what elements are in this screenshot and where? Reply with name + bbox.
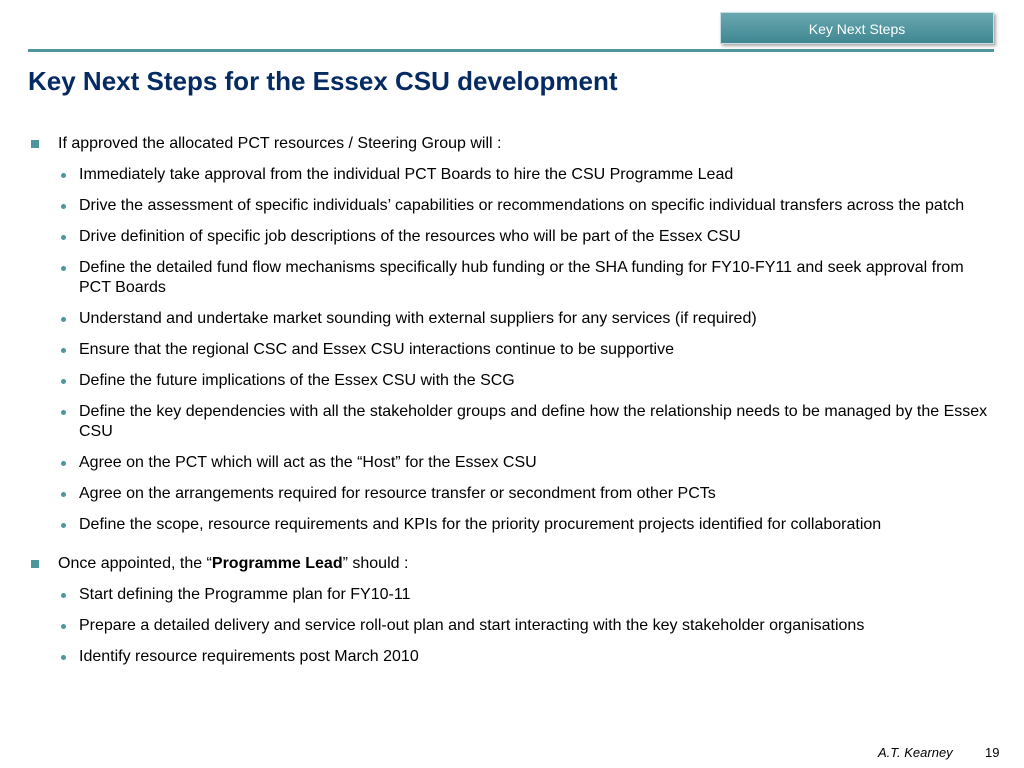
list-item [28, 309, 994, 329]
list-item-text: Define the future implications of the Essex CSU with the SCG [79, 372, 515, 389]
page-number: 19 [985, 745, 1000, 760]
list-item-text: Agree on the arrangements required for resource transfer or secondment from other PCTs [79, 485, 716, 502]
list-item-text: Define the scope, resource requirements and KPIs for the priority procurement projects identified for collaboration [79, 516, 882, 533]
list-item [28, 196, 994, 216]
list-item-text: Start defining the Programme plan for FY10-11 [79, 586, 411, 603]
list-item [28, 616, 994, 636]
dot-bullet-icon [61, 266, 66, 271]
list-item-text: Prepare a detailed delivery and service roll-out plan and start interacting with the key stakeholder organisations [79, 617, 865, 634]
dot-bullet-icon [61, 235, 66, 240]
section-heading-post: ” should : [342, 555, 409, 572]
section-heading-pre: Once appointed, the “ [58, 555, 212, 572]
programme-lead-steps-list [28, 585, 994, 667]
list-item-text: Identify resource requirements post March 2010 [79, 648, 419, 665]
list-item-text: Drive the assessment of specific individuals’ capabilities or recommendations on specific individual transfers across the patch [79, 197, 965, 214]
list-item [28, 402, 994, 442]
list-item [28, 227, 994, 247]
square-bullet-icon [31, 140, 39, 148]
list-item [28, 515, 994, 535]
section-programme-lead [28, 554, 994, 574]
dot-bullet-icon [61, 593, 66, 598]
slide-content [28, 134, 994, 667]
list-item [28, 647, 994, 667]
list-item-text: Ensure that the regional CSC and Essex CSU interactions continue to be supportive [79, 341, 674, 358]
footer-company: A.T. Kearney [878, 745, 953, 760]
list-item [28, 165, 994, 185]
dot-bullet-icon [61, 173, 66, 178]
dot-bullet-icon [61, 379, 66, 384]
dot-bullet-icon [61, 492, 66, 497]
list-item-text: Understand and undertake market sounding with external suppliers for any services (if required) [79, 310, 757, 327]
list-item [28, 453, 994, 473]
dot-bullet-icon [61, 348, 66, 353]
list-item-text: Drive definition of specific job descriptions of the resources who will be part of the Essex CSU [79, 228, 741, 245]
list-item [28, 585, 994, 605]
header-divider [28, 49, 994, 52]
list-item [28, 340, 994, 360]
list-item-text: Immediately take approval from the individual PCT Boards to hire the CSU Programme Lead [79, 166, 734, 183]
dot-bullet-icon [61, 204, 66, 209]
list-item [28, 371, 994, 391]
approved-steps-list [28, 165, 994, 535]
list-item [28, 258, 994, 298]
list-item-text: Define the key dependencies with all the stakeholder groups and define how the relationship needs to be managed by the Essex CSU [79, 403, 988, 440]
section-heading: If approved the allocated PCT resources / Steering Group will : [58, 135, 502, 152]
dot-bullet-icon [61, 523, 66, 528]
slide-title: Key Next Steps for the Essex CSU development [28, 66, 618, 96]
list-item-text: Agree on the PCT which will act as the “Host” for the Essex CSU [79, 454, 537, 471]
dot-bullet-icon [61, 461, 66, 466]
section-heading-bold: Programme Lead [211, 555, 343, 572]
dot-bullet-icon [61, 410, 66, 415]
square-bullet-icon [31, 560, 39, 568]
section-approved [28, 134, 994, 154]
dot-bullet-icon [61, 624, 66, 629]
dot-bullet-icon [61, 655, 66, 660]
section-tag: Key Next Steps [720, 12, 994, 44]
list-item [28, 484, 994, 504]
dot-bullet-icon [61, 317, 66, 322]
list-item-text: Define the detailed fund flow mechanisms specifically hub funding or the SHA funding for FY10-FY11 and seek approval from PCT Boards [79, 259, 964, 296]
